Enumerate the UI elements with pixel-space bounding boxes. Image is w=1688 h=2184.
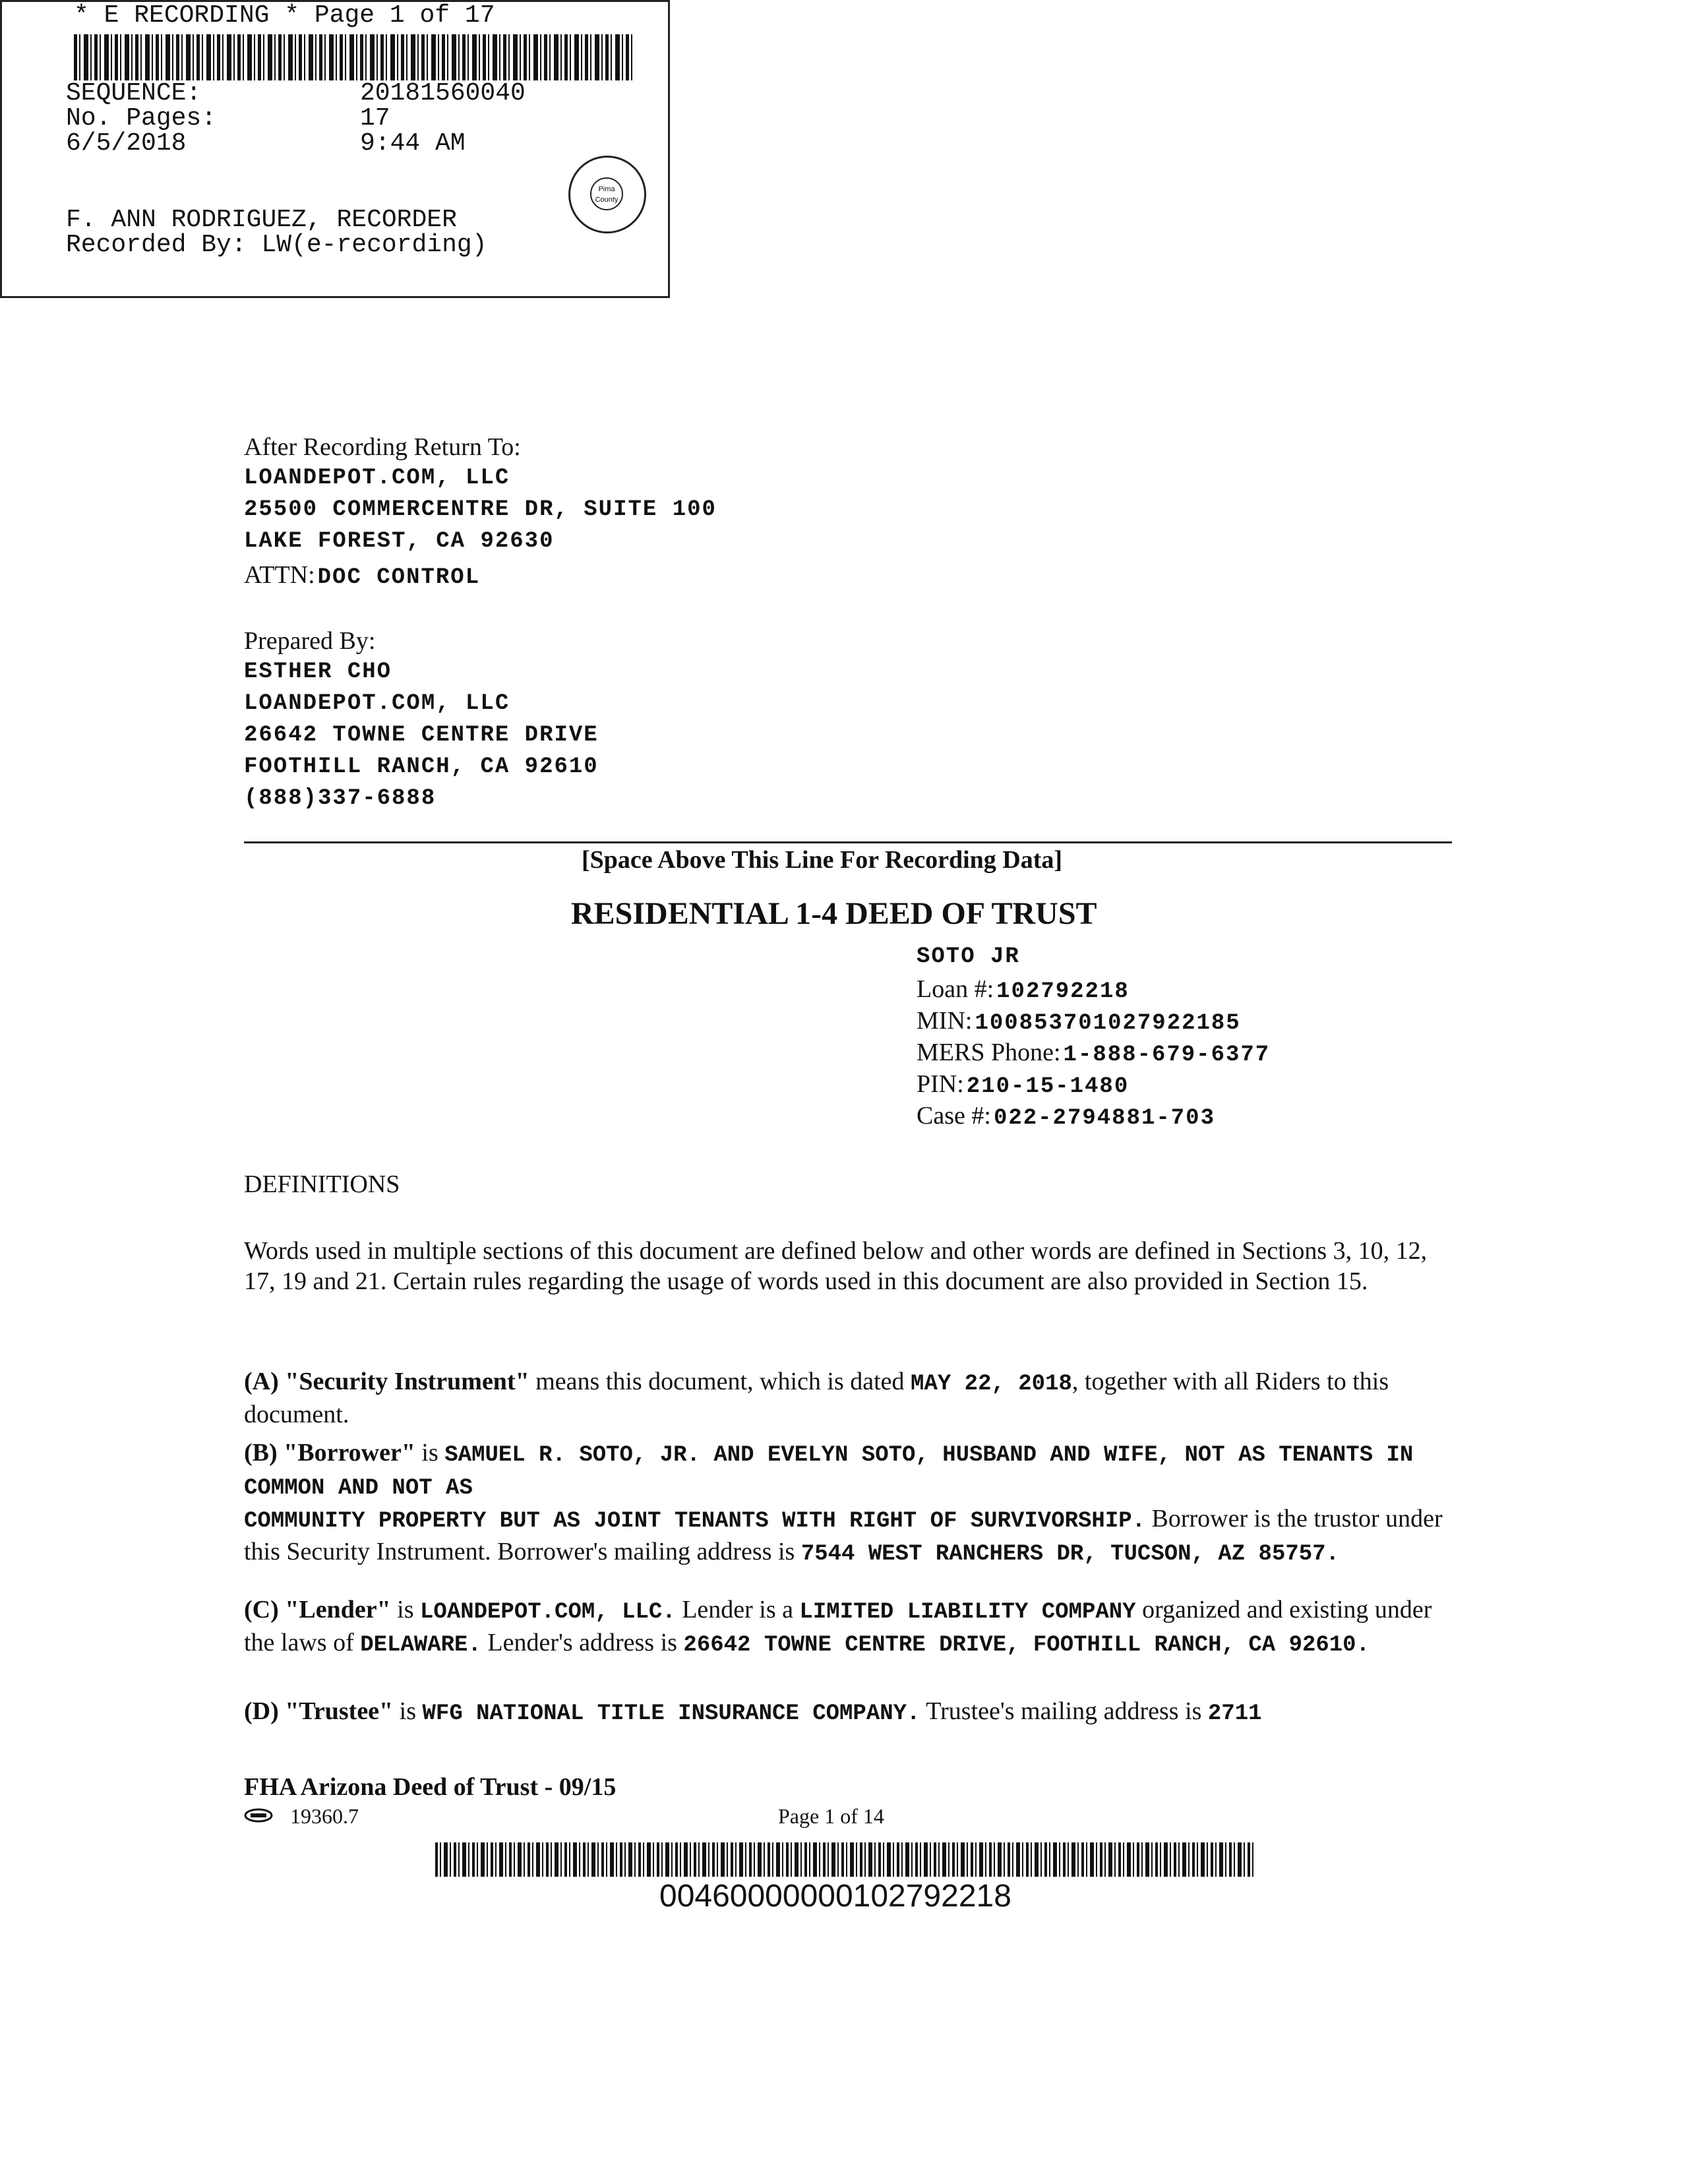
def-c-text4: Lender's address is: [481, 1629, 684, 1656]
pin-number: [917, 1070, 1129, 1099]
page-number: Page 1 of 14: [778, 1804, 884, 1828]
attn-value: DOC CONTROL: [317, 565, 481, 590]
case-label: Case #:: [917, 1102, 991, 1130]
prepared-by-line4: FOOTHILL RANCH, CA 92610: [244, 754, 599, 779]
def-b-name1: SAMUEL R. SOTO, JR. AND EVELYN SOTO, HUSBAND AND WIFE, NOT AS TENANTS IN COMMON AND NOT AS: [244, 1443, 1414, 1501]
def-d-address: 2711: [1207, 1701, 1262, 1726]
def-b-name2: COMMUNITY PROPERTY BUT AS JOINT TENANTS WITH RIGHT OF SURVIVORSHIP.: [244, 1509, 1146, 1534]
stamp-barcode: [74, 34, 633, 80]
mers-phone-value: 1-888-679-6377: [1063, 1043, 1271, 1068]
def-b-text2: Borrower is the trustor under this Security Instrument. Borrower's mailing address is: [244, 1505, 1443, 1565]
form-logo-icon: [244, 1808, 273, 1823]
pin-label: PIN:: [917, 1070, 964, 1098]
def-b-address: 7544 WEST RANCHERS DR, TUCSON, AZ 85757.: [800, 1542, 1339, 1567]
definition-c: [244, 1594, 1452, 1660]
definition-d: [244, 1696, 1452, 1729]
def-a-text1: means this document, which is dated: [529, 1368, 911, 1395]
document-title: RESIDENTIAL 1-4 DEED OF TRUST: [571, 896, 1097, 931]
seal-center: Pima County: [590, 177, 623, 210]
recorded-by: Recorded By: LW(e-recording): [66, 231, 487, 259]
def-c-text1: is: [390, 1596, 421, 1623]
return-to-line3: LAKE FOREST, CA 92630: [244, 529, 555, 554]
def-c-text3: organized and existing under the laws of: [244, 1596, 1432, 1656]
form-number: 19360.7: [290, 1804, 359, 1828]
record-date: 6/5/2018: [66, 129, 187, 158]
def-c-state: DELAWARE.: [360, 1633, 481, 1658]
case-number: [917, 1101, 1215, 1131]
recording-divider: [244, 841, 1452, 843]
recorder-name: F. ANN RODRIGUEZ, RECORDER: [66, 206, 457, 234]
return-to-line1: LOANDEPOT.COM, LLC: [244, 466, 510, 491]
prepared-by-line3: 26642 TOWNE CENTRE DRIVE: [244, 723, 599, 748]
barcode-number: 00460000000102792218: [659, 1879, 1011, 1914]
loan-barcode: [435, 1842, 1254, 1877]
county-seal: [568, 156, 646, 233]
pages-value: 17: [360, 104, 390, 133]
def-c-entity: LIMITED LIABILITY COMPANY: [799, 1600, 1136, 1625]
definitions-heading: DEFINITIONS: [244, 1170, 400, 1198]
def-d-text1: is: [393, 1697, 423, 1725]
def-d-trustee: WFG NATIONAL TITLE INSURANCE COMPANY.: [422, 1701, 920, 1726]
space-above-note: [Space Above This Line For Recording Data]: [582, 846, 1063, 874]
definition-a: [244, 1366, 1452, 1430]
return-to-attn: [244, 561, 480, 590]
prepared-by-line5: (888)337-6888: [244, 786, 437, 811]
mers-phone: [917, 1038, 1270, 1068]
case-value: 022-2794881-703: [993, 1106, 1215, 1131]
return-to-label: After Recording Return To:: [244, 433, 521, 461]
def-b-label: (B) "Borrower": [244, 1439, 415, 1467]
def-b-text1: is: [415, 1439, 445, 1467]
sequence-value: 20181560040: [360, 79, 526, 107]
attn-label: ATTN:: [244, 561, 315, 589]
pages-label: No. Pages:: [66, 104, 217, 133]
loan-number: [917, 975, 1130, 1004]
def-c-text2: Lender is a: [675, 1596, 800, 1623]
def-c-address: 26642 TOWNE CENTRE DRIVE, FOOTHILL RANCH, CA 92610.: [683, 1633, 1370, 1658]
mers-phone-label: MERS Phone:: [917, 1039, 1061, 1066]
recording-stamp: [0, 0, 670, 298]
definition-b: [244, 1438, 1452, 1569]
def-a-date: MAY 22, 2018: [911, 1372, 1072, 1397]
def-a-label: (A) "Security Instrument": [244, 1368, 529, 1395]
loan-number-value: 102792218: [996, 979, 1130, 1004]
def-c-lender: LOANDEPOT.COM, LLC.: [420, 1600, 676, 1625]
def-d-label: (D) "Trustee": [244, 1697, 394, 1725]
return-to-line2: 25500 COMMERCENTRE DR, SUITE 100: [244, 497, 717, 522]
min-number: [917, 1006, 1241, 1036]
borrower-short-name: SOTO JR: [917, 944, 1020, 969]
loan-number-label: Loan #:: [917, 975, 994, 1003]
stamp-header: * E RECORDING * Page 1 of 17: [74, 1, 495, 30]
def-d-text2: Trustee's mailing address is: [920, 1697, 1208, 1725]
prepared-by-line1: ESTHER CHO: [244, 659, 392, 684]
def-c-label: (C) "Lender": [244, 1596, 391, 1623]
definitions-intro: Words used in multiple sections of this document are defined below and other words are defined in Sections 3, 10, 12, 17, 19 and 21. Certain rules regarding the usage of words used in this document are also provided in Section 15.: [244, 1237, 1428, 1295]
prepared-by-line2: LOANDEPOT.COM, LLC: [244, 691, 510, 716]
min-label: MIN:: [917, 1007, 973, 1035]
sequence-label: SEQUENCE:: [66, 79, 202, 107]
def-a-text2: , together with all Riders to this document.: [244, 1368, 1389, 1428]
record-time: 9:44 AM: [360, 129, 466, 158]
prepared-by-label: Prepared By:: [244, 627, 376, 655]
min-value: 100853701027922185: [975, 1011, 1241, 1036]
form-title: FHA Arizona Deed of Trust - 09/15: [244, 1773, 617, 1801]
pin-value: 210-15-1480: [966, 1074, 1130, 1099]
